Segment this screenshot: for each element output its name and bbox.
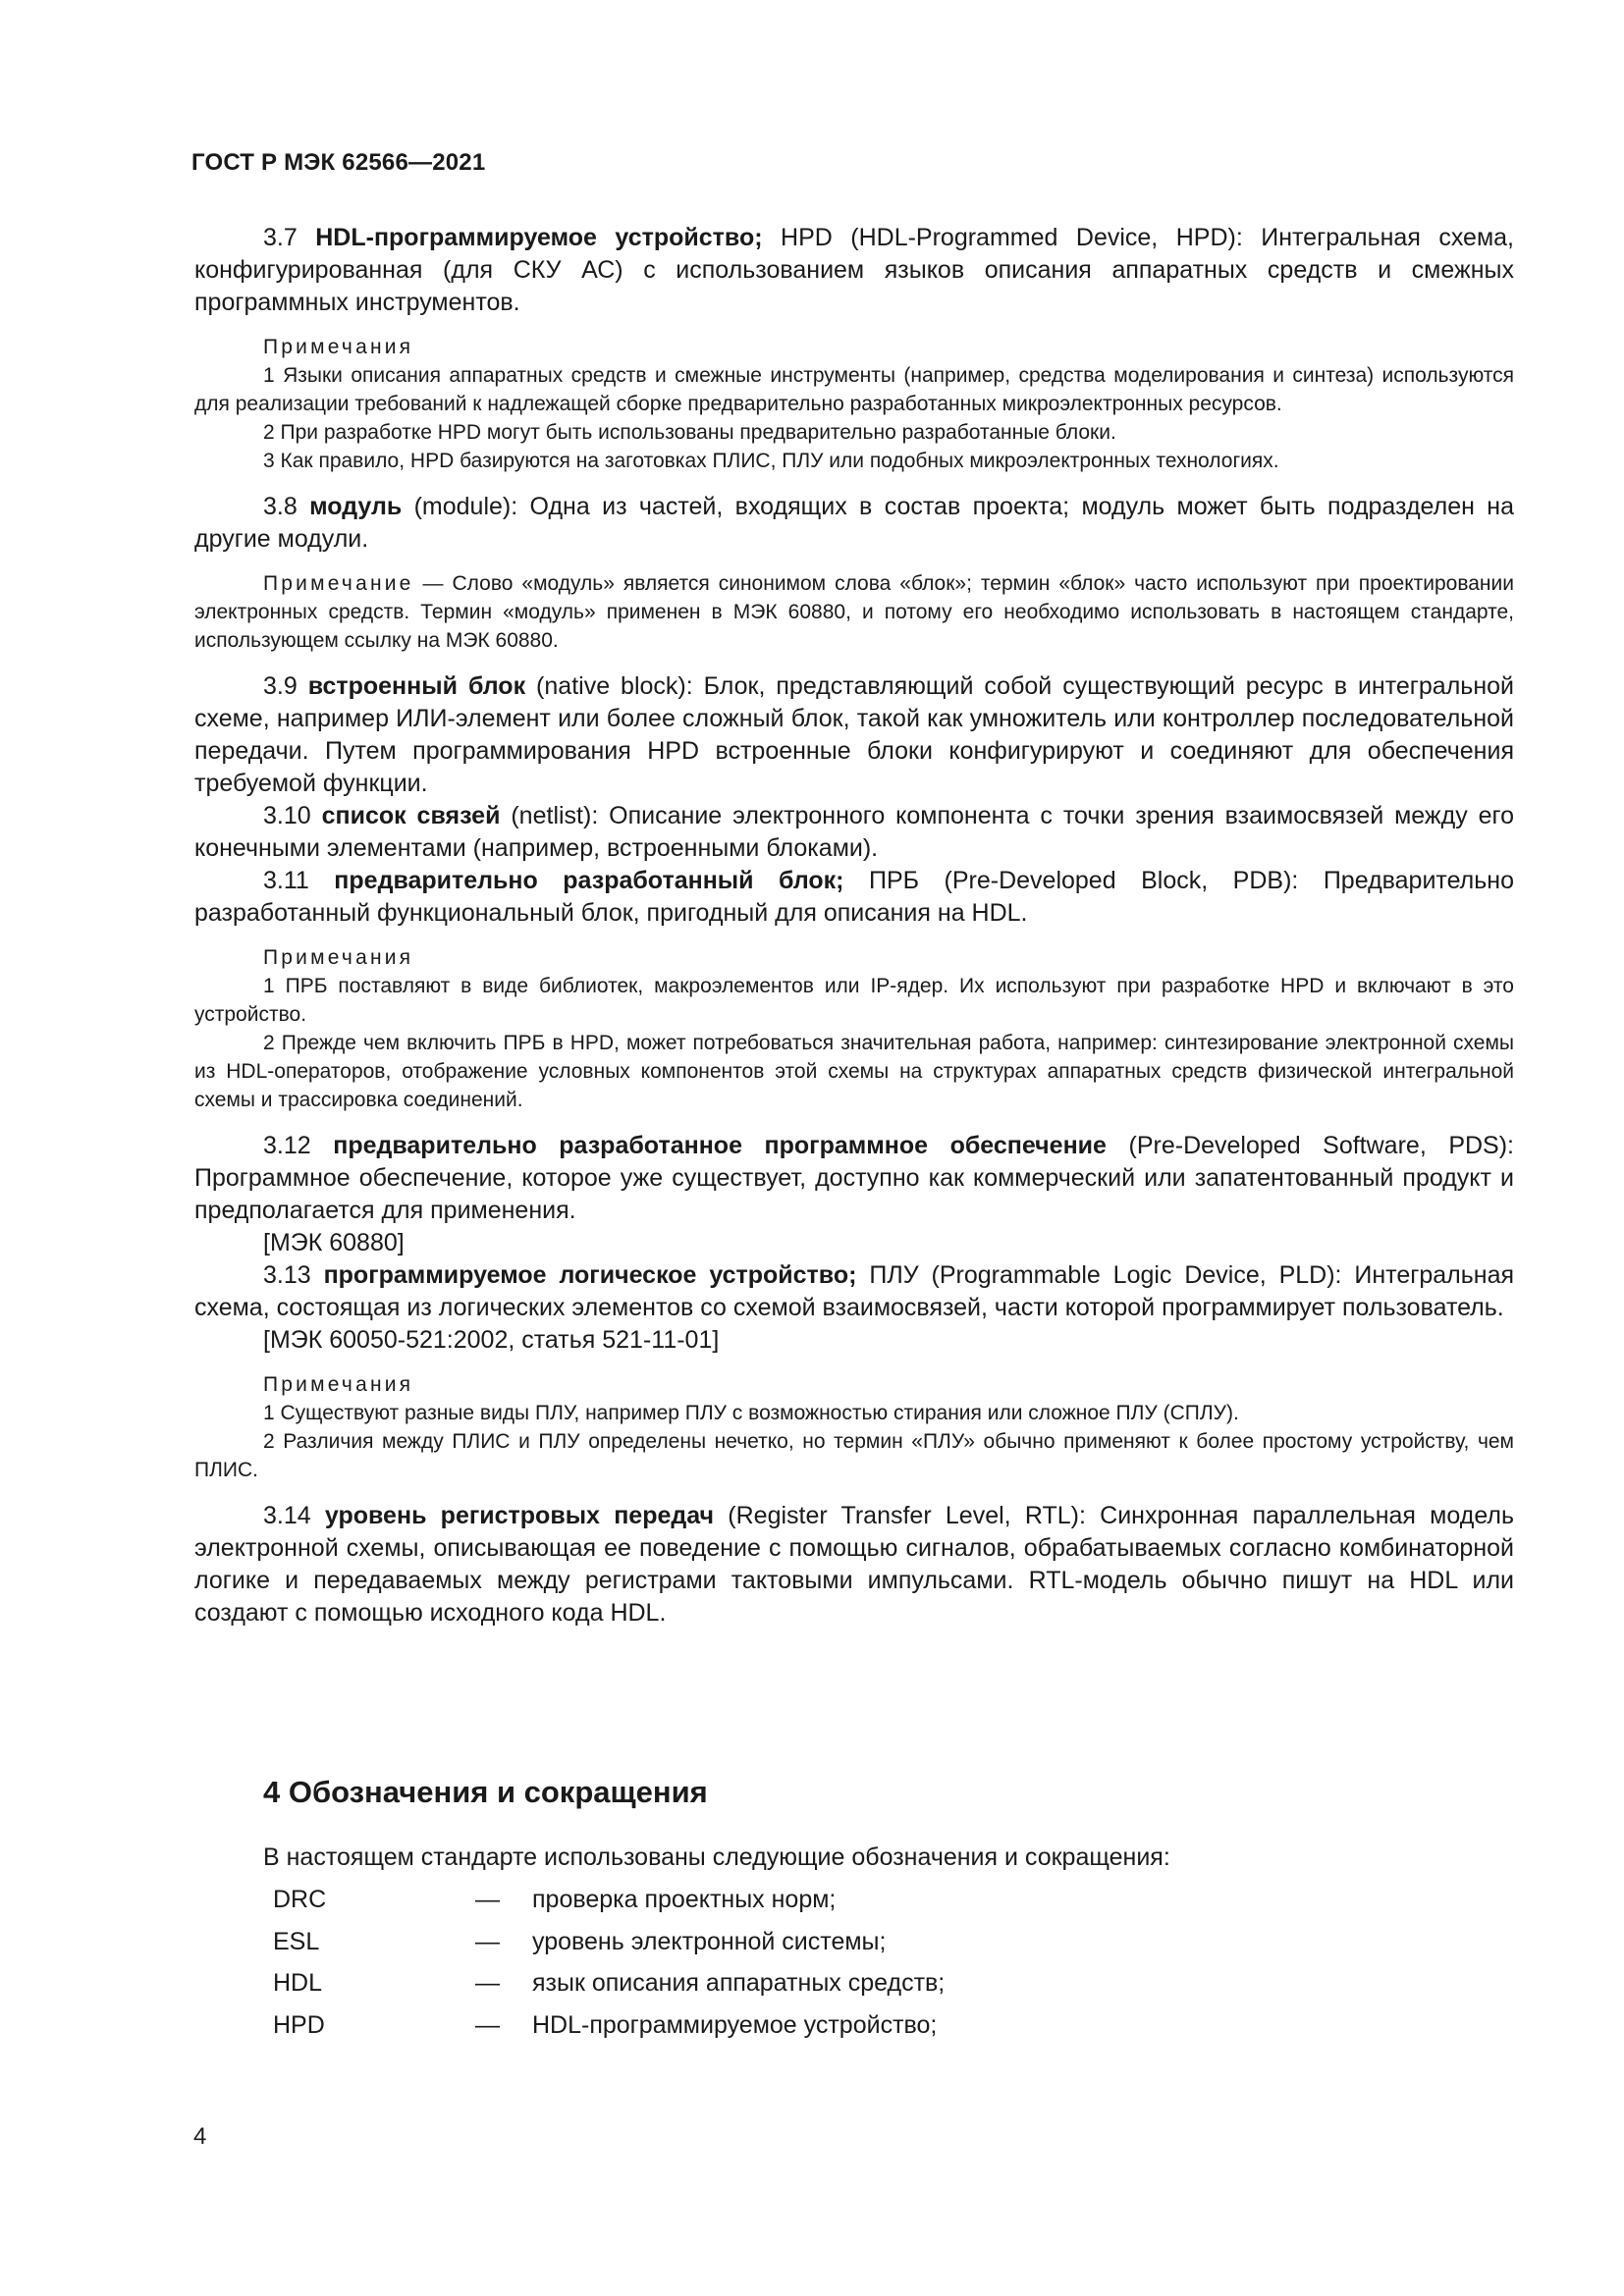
term-3-13: 3.13 программируемое логическое устройство; ПЛУ (Programmable Logic Device, PLD): Интегральная схема, состоящая из логических элементов со схемой взаимосвязей, части которой программирует пользователь. [194, 1261, 1515, 1321]
section-4-intro: В настоящем стандарте использованы следующие обозначения и сокращения: [263, 1843, 1170, 1871]
term-3-12-title: предварительно разработанное программное обеспечение [333, 1132, 1107, 1159]
term-3-10-title: список связей [321, 802, 501, 829]
abbreviation: HDL [273, 1969, 323, 1997]
note-item: 2 Различия между ПЛИС и ПЛУ определены нечетко, но термин «ПЛУ» обычно применяют к более простому устройству, чем ПЛИС. [194, 1430, 1514, 1481]
term-3-7-title: HDL-программируемое устройство; [315, 224, 763, 251]
abbreviation-definition: проверка проектных норм; [532, 1886, 837, 1913]
dash: — [475, 2011, 500, 2039]
term-3-10: 3.10 список связей (netlist): Описание электронного компонента с точки зрения взаимосвязей между его конечными элементами (например, встроенными блоками). [194, 802, 1515, 862]
notes-3-11 [194, 943, 1514, 1114]
term-3-14: 3.14 уровень регистровых передач (Register Transfer Level, RTL): Синхронная параллельная модель электронной схемы, описывающая ее поведение с помощью сигналов, обрабатываемых согласно комбинаторной логике и передаваемых между регистрами тактовыми импульсами. RTL-модель обычно пишут на HDL или создают с помощью исходного кода HDL. [194, 1502, 1515, 1627]
page-number: 4 [193, 2123, 207, 2150]
note-item: 1 Существуют разные виды ПЛУ, например ПЛУ с возможностью стирания или сложное ПЛУ (СПЛУ). [263, 1402, 1239, 1424]
notes-heading: Примечания [263, 1373, 414, 1396]
note-label: Примечание [263, 572, 414, 595]
section-4-title: 4 Обозначения и сокращения [263, 1775, 708, 1809]
term-3-11: 3.11 предварительно разработанный блок; ПРБ (Pre-Developed Block, PDB): Предварительно разработанный функциональный блок, пригодный для описания на HDL. [194, 867, 1514, 927]
note-item: 1 ПРБ поставляют в виде библиотек, макроэлементов или IP-ядер. Их используют при разработке HPD и включают в это устройство. [194, 975, 1514, 1026]
abbreviation: ESL [273, 1928, 320, 1955]
dash: — [475, 1928, 500, 1955]
abbreviation-definition: уровень электронной системы; [532, 1928, 887, 1955]
abbreviation: HPD [273, 2011, 325, 2039]
abbreviation-definition: HDL-программируемое устройство; [532, 2011, 938, 2039]
note-item: 2 При разработке HPD могут быть использованы предварительно разработанные блоки. [263, 421, 1116, 444]
notes-3-13 [194, 1370, 1514, 1484]
notes-heading: Примечания [263, 946, 414, 969]
term-3-12: 3.12 предварительно разработанное программное обеспечение (Pre-Developed Software, PDS): Программное обеспечение, которое уже существует, доступно как коммерческий или запатентованный продукт и предполагается для применения. [194, 1132, 1514, 1224]
term-3-9: 3.9 встроенный блок (native block): Блок, представляющий собой существующий ресурс в интегральной схеме, например ИЛИ-элемент или более сложный блок, такой как умножитель или контроллер последовательной передачи. Путем программирования HPD встроенные блоки конфигурируют и соединяют для обеспечения требуемой функции. [194, 672, 1514, 797]
term-3-7: 3.7 HDL-программируемое устройство; HPD (HDL-Programmed Device, HPD): Интегральная схема, конфигурированная (для СКУ АС) с использованием языков описания аппаратных средств и смежных программных инструментов. [194, 224, 1515, 316]
abbreviation-definition: язык описания аппаратных средств; [532, 1969, 946, 1997]
terms-section [194, 222, 1514, 1629]
notes-heading: Примечания [263, 336, 414, 358]
note-item: 1 Языки описания аппаратных средств и смежные инструменты (например, средства моделирования и синтеза) используются для реализации требований к надлежащей сборке предварительно разработанных микроэлектронных ресурсов. [194, 364, 1514, 415]
note-item: 2 Прежде чем включить ПРБ в HPD, может потребоваться значительная работа, например: синтезирование электронной схемы из HDL-операторов, отображение условных компонентов этой схемы на структурах аппаратных средств физической интегральной схемы и трассировка соединений. [194, 1032, 1514, 1111]
term-3-13-reference: [МЭК 60050-521:2002, статья 521-11-01] [263, 1326, 720, 1354]
dash: — [475, 1886, 500, 1913]
note-3-8: Примечание — Слово «модуль» является синонимом слова «блок»; термин «блок» часто используют при проектировании электронных средств. Термин «модуль» применен в МЭК 60880, и потому его необходимо использовать в настоящем стандарте, использующем ссылку на МЭК 60880. [194, 572, 1514, 652]
term-3-8-title: модуль [309, 493, 403, 520]
term-3-9-title: встроенный блок [307, 672, 526, 700]
term-3-11-title: предварительно разработанный блок; [334, 867, 844, 894]
document-header: ГОСТ Р МЭК 62566—2021 [191, 149, 486, 176]
term-3-14-title: уровень регистровых передач [324, 1502, 715, 1529]
term-3-12-reference: [МЭК 60880] [263, 1229, 405, 1256]
note-item: 3 Как правило, HPD базируются на заготовках ПЛИС, ПЛУ или подобных микроэлектронных технологиях. [263, 450, 1279, 472]
dash: — [475, 1969, 500, 1997]
abbreviation: DRC [273, 1886, 327, 1913]
term-3-13-title: программируемое логическое устройство; [323, 1261, 857, 1289]
notes-3-7 [194, 333, 1514, 475]
term-3-8: 3.8 модуль (module): Одна из частей, входящих в состав проекта; модуль может быть подразделен на другие модули. [194, 493, 1515, 553]
